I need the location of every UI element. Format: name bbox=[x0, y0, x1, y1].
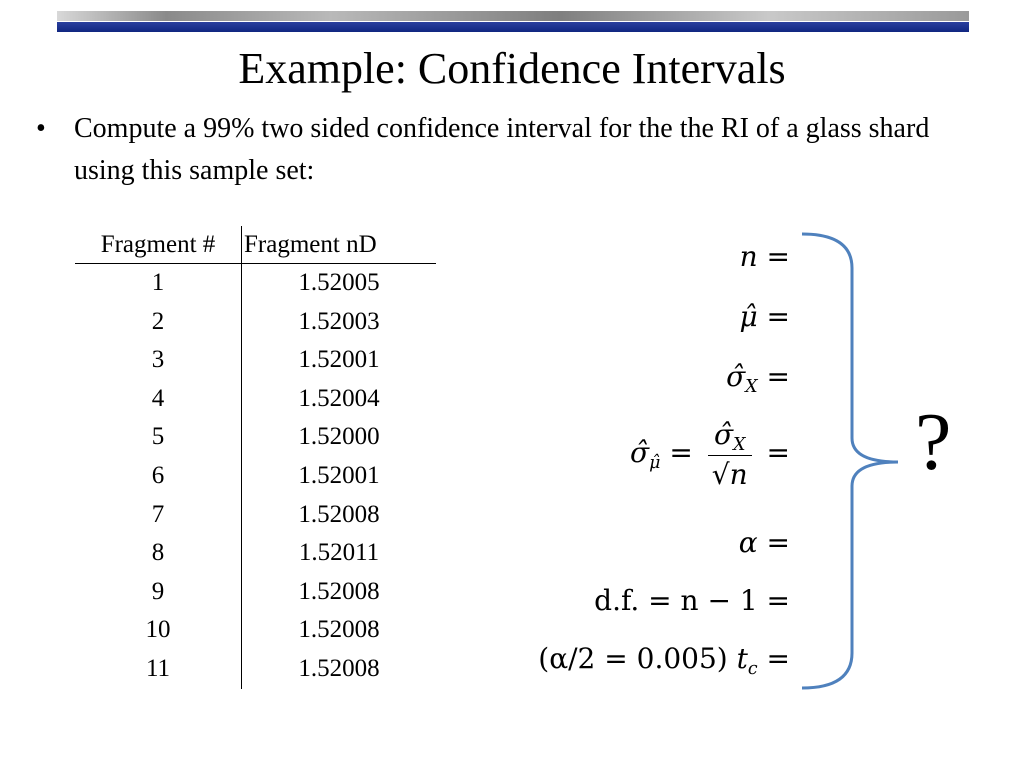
table-row bbox=[75, 264, 436, 303]
header-blue-bar bbox=[57, 22, 969, 32]
fragment-number: 9 bbox=[75, 573, 242, 612]
fragment-nd: 1.52008 bbox=[298, 654, 380, 682]
table-row bbox=[75, 573, 436, 612]
bullet-text: Compute a 99% two sided confidence interval for the the RI of a glass shard using this sample set: bbox=[74, 113, 930, 186]
fragment-number: 4 bbox=[75, 380, 242, 419]
fragment-table bbox=[75, 226, 436, 689]
table-row bbox=[75, 457, 436, 496]
fragment-nd: 1.52000 bbox=[298, 423, 380, 451]
equation-std-error: $\sigmâ_{\mû}$ = $\frac{\sigmâ_X}{√n}$ = bbox=[630, 418, 790, 492]
question-mark: ? bbox=[915, 396, 952, 487]
equation-mean: μ̂ = bbox=[739, 300, 790, 333]
bullet-icon: • bbox=[36, 113, 46, 144]
equation-n: n = bbox=[739, 240, 790, 273]
fragment-nd: 1.52001 bbox=[298, 346, 380, 374]
fragment-number: 3 bbox=[75, 341, 242, 380]
fragment-number: 7 bbox=[75, 496, 242, 535]
fragment-number: 2 bbox=[75, 303, 242, 342]
fragment-nd: 1.52003 bbox=[298, 307, 380, 335]
header-fragment-nd: Fragment nD bbox=[242, 226, 437, 264]
fragment-number: 1 bbox=[75, 264, 242, 303]
table-row bbox=[75, 496, 436, 535]
table-row bbox=[75, 341, 436, 380]
curly-brace-icon bbox=[800, 228, 910, 698]
fragment-number: 5 bbox=[75, 418, 242, 457]
table-header-row bbox=[75, 226, 436, 264]
equation-t-critical: (α/2 = 0.005) $t_c$ = bbox=[538, 642, 790, 680]
equation-degrees-freedom: d.f. = n − 1 = bbox=[594, 584, 790, 617]
fragment-number: 8 bbox=[75, 534, 242, 573]
equation-alpha: α = bbox=[738, 526, 790, 559]
equation-block bbox=[420, 230, 790, 690]
table-row bbox=[75, 303, 436, 342]
fragment-nd: 1.52008 bbox=[298, 500, 380, 528]
fragment-number: 10 bbox=[75, 611, 242, 650]
table-row bbox=[75, 534, 436, 573]
fraction: $\frac{\sigmâ_X}{√n}$ bbox=[708, 418, 752, 491]
header-fragment-number: Fragment # bbox=[75, 226, 242, 264]
table-row bbox=[75, 380, 436, 419]
fragment-nd: 1.52005 bbox=[298, 269, 380, 296]
fragment-nd: 1.52001 bbox=[298, 461, 380, 489]
header-gray-bar bbox=[57, 11, 969, 21]
fragment-number: 6 bbox=[75, 457, 242, 496]
fragment-number: 11 bbox=[75, 650, 242, 689]
fragment-nd: 1.52004 bbox=[298, 384, 380, 412]
table-row bbox=[75, 611, 436, 650]
fragment-nd: 1.52011 bbox=[298, 539, 380, 567]
bullet-point bbox=[36, 108, 996, 192]
fragment-nd: 1.52008 bbox=[298, 616, 380, 644]
slide-title: Example: Confidence Intervals bbox=[238, 44, 786, 93]
equation-std-dev: $\sigmâ_X$ = bbox=[726, 360, 790, 398]
fragment-nd: 1.52008 bbox=[298, 577, 380, 605]
table-row bbox=[75, 650, 436, 689]
table-row bbox=[75, 418, 436, 457]
